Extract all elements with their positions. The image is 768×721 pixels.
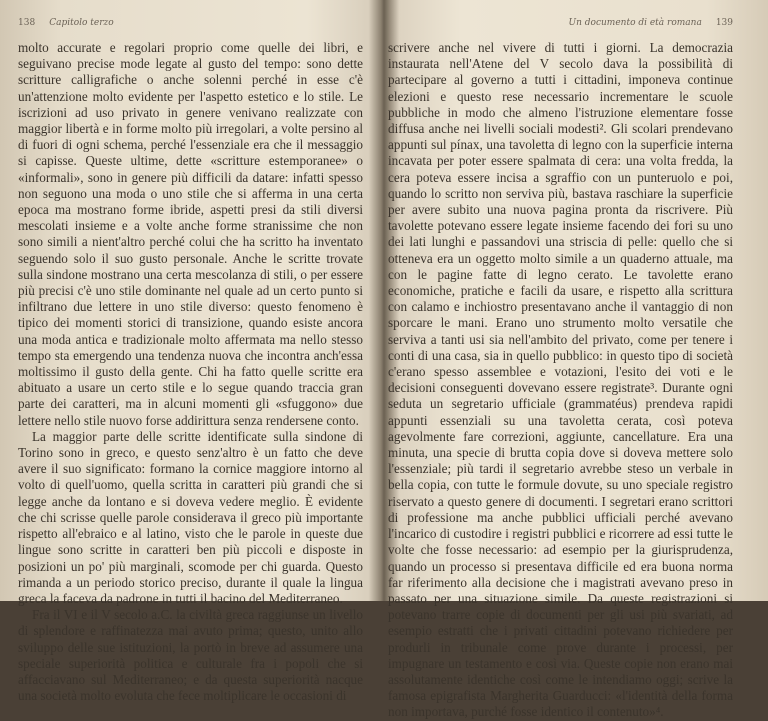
paragraph: scrivere anche nel vivere di tutti i giorni. La democrazia instaurata nell'Atene del V secolo dava la possibilità di partecipare al governo a tutti i cittadini, imponeva continue elezioni e questo rese necessario incrementare le scuole pubbliche in modo che almeno l'istruzione elementare fosse diffusa anche nei livelli sociali modesti². Gli scolari prendevano appunti sul pínax, una tavoletta di legno con la superficie interna incavata per poter essere spalmata di cera: una volta fredda, la cera poteva essere incisa a sgraffio con un punteruolo e poi, quando lo scritto non serviva più, bastava raschiare la superficie per avere subito una nuova pagina pronta da riscrivere. Più tavolette potevano essere legate insieme facendo dei fori su uno dei lati lunghi e passandovi una striscia di pelle: quello che si otteneva era un oggetto molto simile a un quaderno attuale, ma con le pagine fatte di legno cerato. Le tavolette erano economiche, pratiche e facili da usare, e rispetto alla scrittura con calamo e inchiostro presentavano anche il vantaggio di non sporcare le mani. Erano uno strumento molto versatile che serviva a tanti usi sia nell'ambito del privato, come per tenere i conti di una casa, sia in quello pubblico: in questo tipo di società c'erano spesso assemblee e votazioni, l'esito dei voti e le decisioni conseguenti dovevano essere registrate³. Durante ogni seduta un segretario ufficiale (grammatéus) prendeva rapidi appunti essenziali su una tavoletta cerata, così poteva agevolmente fare correzioni, aggiunte, cancellature. Era una minuta, una specie di brutta copia dove si doveva mettere solo l'essenziale; più tardi il segretario avrebbe steso un verbale in bella copia, con tutte le formule dovute, su uno speciale registro riservato a questo genere di documenti. I segretari erano scrittori di professione ma anche pubblici ufficiali perché avevano l'incarico di custodire i registri pubblici e ricorrere ad essi tutte le volte che fosse necessario: ad esempio per la giurisprudenza, quando un processo si presentava difficile ed era buona norma far riferimento alla decisione che i magistrati avevano preso in passato per una situazione simile. Da queste registrazioni si potevano trarre copie di documenti per gli usi più svariati, ad esempio estratti che i privati cittadini potevano richiedere per produrli in tribunale come prove durante i processi, per impugnare un testamento e così via. Queste copie non erano mai assolutamente identiche così come le intendiamo oggi; scrive la famosa epigrafista Margherita Guarducci: «l'identità della forma non importava, purché fosse identico il contenuto»⁴. [388,40,733,720]
paragraph: molto accurate e regolari proprio come quelle dei libri, e seguivano precise mode legate al gusto del tempo: sono dette scritture calligrafiche o anche solenni perché in esse c'è un'attenzione molto evidente per l'aspetto estetico e lo stile. Le iscrizioni ad uso privato in genere venivano realizzate con maggior libertà e in forme molto più irregolari, a volte persino al di fuori di ogni schema, perché l'essenziale era che il messaggio si capisse. Queste ultime, dette «scritture estemporanee» o «informali», sono in genere più difficili da datare: infatti spesso non seguono una moda o uno stile che si afferma in una certa epoca ma mostrano forme ibride, aspetti presi da stili diversi mescolati insieme e a volte anche forme stranissime che non sono simili a nient'altro perché colui che ha scritto ha inventato seguendo solo il suo gusto personale. Anche le scritte trovate sulla sindone mostrano una certa mescolanza di stili, o per essere più precisi c'è uno stile dominante nel quale ad un certo punto si infiltrano due lettere in uno stile diverso: questo fenomeno è tipico dei momenti storici di transizione, quando esiste ancora una moda antica e tradizionale molto affermata ma nello stesso tempo sta emergendo una tendenza nuova che incontra anch'essa moltissimo il gusto della gente. Chi ha fatto quelle scritte era abituato a usare un certo stile e lo segue quando traccia gran parte dei caratteri, ma in alcuni momenti gli «sfuggono» due lettere nello stile nuovo forse addirittura senza rendersene conto. [18,40,363,428]
left-page [18,0,363,704]
right-body-text [388,40,733,721]
left-running-head [18,0,363,28]
paragraph: La maggior parte delle scritte identificate sulla sindone di Torino sono in greco, e questo senz'altro è un fatto che deve avere il suo significato: formano la cornice maggiore intorno al volto di quell'uomo, quella scritta in caratteri più grandi che si legge anche da lontano e si doveva vedere meglio. È evidente che chi scrisse quelle parole considerava il greco più importante rispetto all'ebraico e al latino, visto che le parole in queste due lingue sono scritte in caratteri ben più piccoli e disposte in posizioni un po' più marginali, scomode per chi guarda. Questo rimanda a un periodo storico preciso, durante il quale la lingua greca la faceva da padrone in tutti il bacino del Mediterraneo. [18,428,363,606]
left-body-text [18,40,363,704]
left-page-number: 138 [18,18,36,28]
right-page-number: 139 [715,18,733,28]
right-chapter-title: Un documento di età romana [568,18,702,28]
left-chapter-title: Capitolo terzo [49,18,114,28]
right-page [388,0,733,720]
paragraph: Fra il VI e il V secolo a.C. la civiltà greca raggiunse un livello di splendore e raffinatezza mai avuto prima; questo, unito allo sviluppo delle sue istituzioni, la portò in breve ad assumere una speciale superiorità politica e culturale fra i popoli che si affacciavano sul Mediterraneo; e da questa superiorità nacque una società molto evoluta che fece moltiplicare le occasioni di [18,607,363,704]
right-running-head [388,0,733,28]
